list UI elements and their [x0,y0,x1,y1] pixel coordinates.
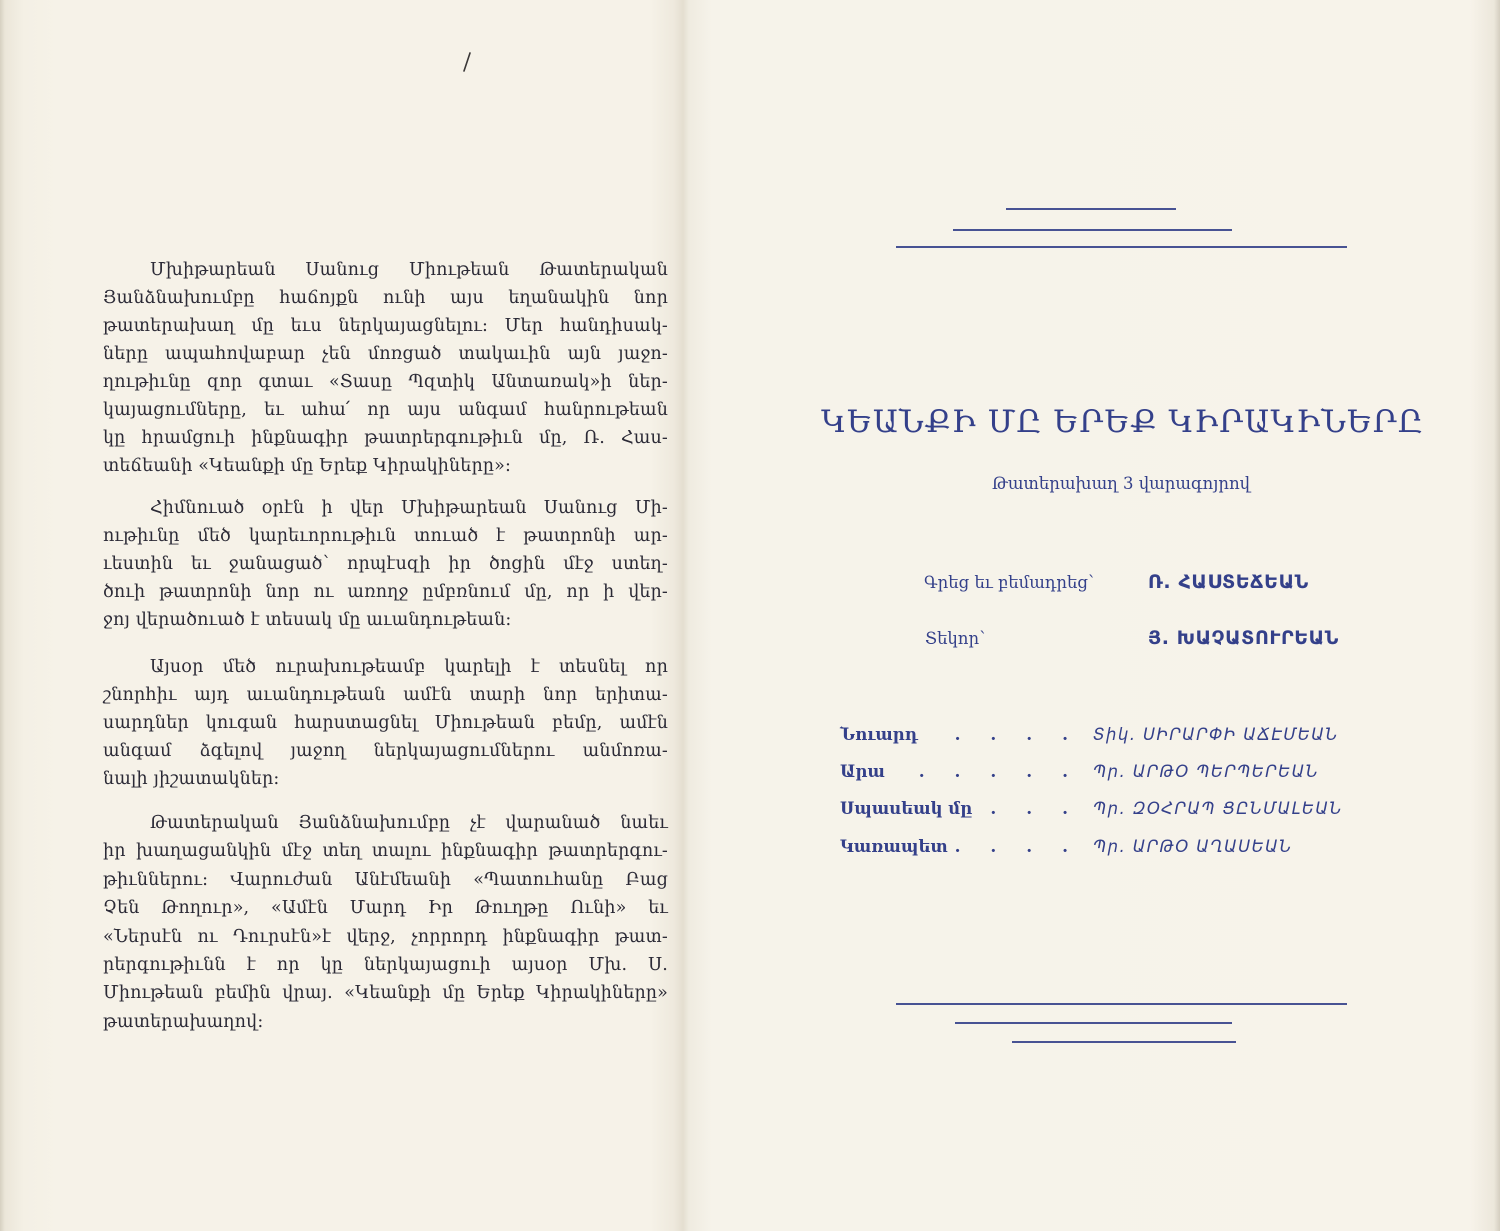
author-director-name: Ռ. ՀԱՍՏԵՃԵԱՆ [1148,571,1309,593]
text-line: տեճեանի «Կեանքի մը Երեք Կիրակիները»: [103,456,512,476]
cast-leader-dots: . . . [990,799,1068,819]
text-line: իր խաղացանկին մէջ տեղ տալու ինքնագիր թատրերգու- [103,841,668,862]
decor-name: Յ. ԽԱՉԱՏՈՒՐԵԱՆ [1148,627,1339,649]
cast-role: Կառապետ [840,837,948,856]
text-line: Այսօր մեծ ուրախութեամբ կարելի է տեսնել որ [150,657,668,677]
intro-paragraph-4 [103,809,668,1036]
bottom-rule-long [896,1003,1347,1005]
text-line: Միութեան բեմին վրայ. «Կեանքի մը Երեք Կիրակիները» [103,983,668,1004]
text-line: սարդներ կուգան հարստացնել Միութեան բեմը, ամէն [103,713,668,733]
decor-label: Տեկոր՝ [925,629,986,648]
text-line: ւեստին եւ ջանացած՝ որպէսզի իր ծոցին մէջ ստեղ- [103,554,668,574]
text-line: թատերախաղ մը եւս ներկայացնելու: Մեր հանդիսակ- [103,316,668,336]
play-subtitle: Թատերախաղ 3 վարագոյրով [991,474,1251,493]
text-line: նալի յիշատակներ: [103,769,280,789]
text-line: Հիմնուած օրէն ի վեր Մխիթարեան Սանուց Մի- [150,498,668,518]
text-line: «Ներսէն ու Դուրսէն»է վերջ, չորրորդ ինքնագիր թատ- [103,926,668,947]
cast-role: Արա [840,762,885,781]
top-rule-short [1006,208,1176,210]
top-rule-long [896,246,1347,248]
text-line: ջոյ վերածուած է տեսակ մը աւանդութեան: [103,610,512,630]
text-line: Չեն Թողուր», «Ամէն Մարդ Իր Թուղթը Ունի» եւ [103,898,668,919]
bottom-rule-short [1012,1041,1236,1043]
text-line: ութիւնը մեծ կարեւորութիւն տուած է թատրոնի ար- [103,526,668,546]
author-director-label: Գրեց եւ բեմադրեց՝ [924,573,1094,592]
text-line: րերգութիւնն է որ կը ներկայացուի այսօր Մխ. Ս. [103,955,668,976]
intro-paragraph-1 [103,256,668,480]
text-line: Թատերական Յանձնախումբը չէ վարանած նաեւ [150,813,668,833]
cast-actor: Պր. ԶՕՀՐԱՊ ՑԸՆՄԱԼԵԱՆ [1093,799,1343,818]
text-line: ծուի թատրոնի նոր ու առողջ ըմբռնում մը, որ ի վեր- [103,582,668,602]
text-line: կայացումները, եւ ահա՛ որ այս անգամ հանրութեան [103,400,668,420]
intro-paragraph-2 [103,494,668,634]
pencil-mark [460,52,474,72]
top-rule-medium [953,229,1232,231]
text-line: Մխիթարեան Սանուց Միութեան Թատերական [150,260,668,280]
text-line: անգամ ձգելով յաջող ներկայացումներու անմոռա- [103,741,668,761]
text-line: կը հրամցուի ինքնագիր թատրերգութիւն մը, Ռ. Հաս- [103,428,668,448]
cast-role: Նուարդ [840,725,918,744]
cast-actor: Պր. ԱՐԹՕ ՊԵՐՊԵՐԵԱՆ [1093,762,1320,781]
cast-actor: Տիկ. ՍԻՐԱՐՓԻ ԱՃԷՄԵԱՆ [1093,725,1339,744]
text-line: ղութիւնը զոր գտաւ «Տասը Պզտիկ Անտառակ»ի ներ- [103,372,668,392]
text-line: թիւններու: Վարուժան Անէմեանի «Պատուհանը Բաց [103,869,668,890]
cast-role: Սպասեակ մը [840,799,973,818]
text-line: ները ապահովաբար չեն մոռցած տակաւին այն յաջո- [103,344,668,364]
text-line: շնորհիւ այդ աւանդութեան ամէն տարի նոր երիտա- [103,685,668,705]
play-title: ԿԵԱՆՔԻ ՄԸ ԵՐԵՔ ԿԻՐԱԿԻՆԵՐԸ [821,404,1424,440]
cast-leader-dots: . . . . . [918,762,1068,782]
intro-paragraph-3 [103,653,668,793]
text-line: թատերախաղով: [103,1011,264,1032]
cast-leader-dots: . . . . [954,837,1068,857]
cast-actor: Պր. ԱՐԹՕ ԱՂԱՍԵԱՆ [1093,837,1293,856]
text-line: Յանձնախումբը հաճոյքն ունի այս եղանակին նոր [103,288,668,308]
cast-leader-dots: . . . . [954,725,1068,745]
bottom-rule-medium [955,1022,1232,1024]
